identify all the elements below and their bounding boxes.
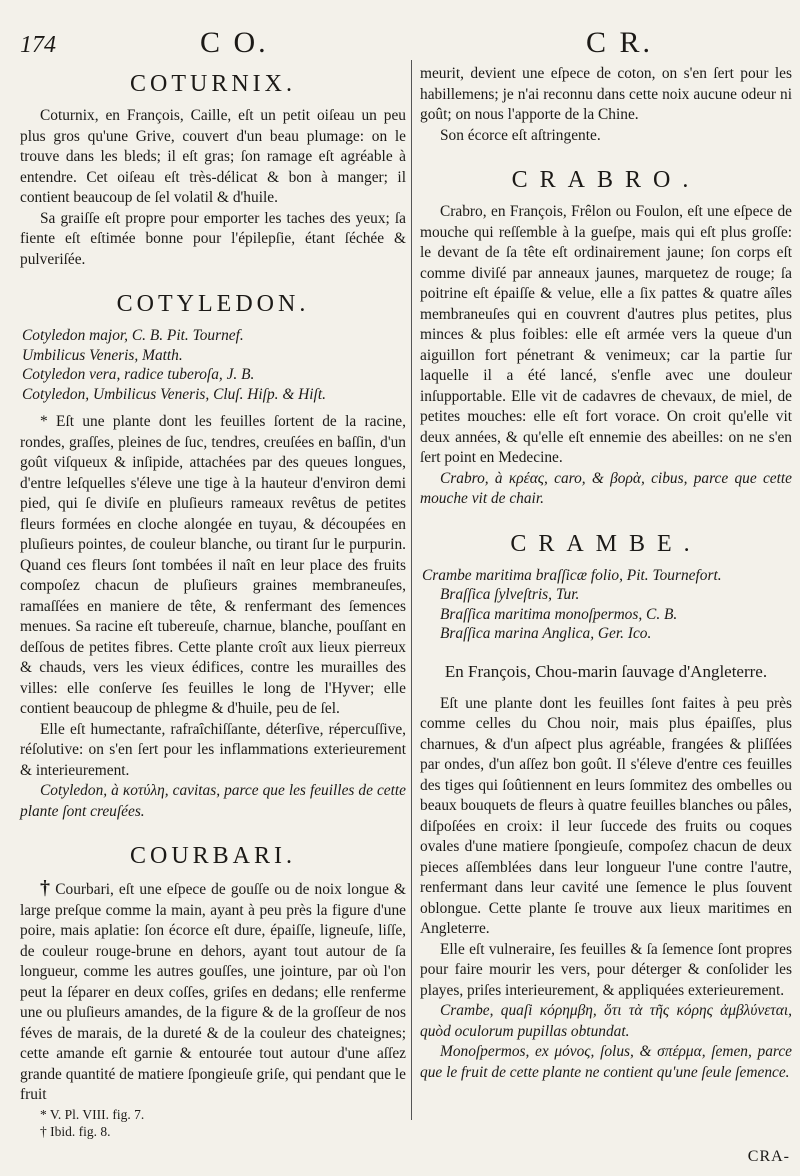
crabro-etymology: Crabro, à κρέας, caro, & βορὰ, cibus, parce que cette mouche vit de chair.: [420, 469, 792, 507]
entry-title-courbari: COURBARI.: [129, 843, 297, 869]
cotyledon-etymology: Cotyledon, à κοτύλη, cavitas, parce que les feuilles de cette plante ſont creuſées.: [20, 782, 406, 820]
crambe-description: Eſt une plante dont les feuilles ſont faites à peu près comme celles du Chou noir, mais plus épaiſſes, plus charnues, & d'un aſpect plus agréable, frangées & pliſſées par ondes, d'un aſſez bon goût. Il s'éleve d'entre ces feuilles des tiges qui ſoûtiennent en leurs ſommitez des ombelles ou beaux bouquets de fleurs à quatre feuilles blanches ou pâles, diſpoſées en croix: il leur ſuccede des fruits ou coques ovales d'une matiere ſpongieuſe, compoſez chacun de deux pieces aſſemblées dans leur longueur l'une contre l'autre, renfermant dans leur cavité une ſemence le plus ſouvent oblongue. Cette plante ſe trouve aux lieux maritimes en Angleterre.: [420, 694, 792, 937]
crambe-synonym: Braſſica maritima monoſpermos, C. B.: [440, 605, 678, 623]
catchword: CRA-: [747, 1148, 790, 1165]
right-column: [420, 64, 792, 1083]
crambe-synonym: Crambe maritima braſſicæ folio, Pit. Tournefort.: [422, 566, 722, 584]
courbari-text: Courbari, eſt une eſpece de gouſſe ou de noix longue & large preſque comme la main, ayant à peu près la figure d'une poire, mais aplatie: ſon écorce eſt dure, épaiſſe, ligneuſe, liſſe, de couleur rouge-brune en dehors, ayant tout autour de ſa longueur, comme les autres gouſſes, une jointure, par où l'on peut la ſéparer en deux coſſes, griſes en dedans; elle renferme une ou pluſieurs amandes, de la figure & de la groſſeur de nos féves de marais, de la dureté & de la couleur des chateignes; cette amande eſt garnie & entourée tout autour d'une aſſez grande quantité de matiere ſpongieuſe griſe, qui pendant que le fruit: [20, 881, 406, 1103]
entry-title-crambe: CRAMBE.: [510, 530, 702, 557]
left-column: [20, 64, 406, 1106]
crambe-french-name: En François, Chou-marin ſauvage d'Angleterre.: [444, 661, 768, 681]
crambe-etymology: Crambe, quaſi κόρημβη, ὅτι τὰ τῆς κόρης ἀμβλύνεται, quòd oculorum pupillas obtundat.: [420, 1002, 792, 1040]
entry-title-coturnix: COTURNIX.: [130, 71, 296, 97]
footnote: * V. Pl. VIII. fig. 7.: [40, 1107, 145, 1122]
courbari-bark: Son écorce eſt aſtringente.: [440, 126, 601, 144]
running-head-right: C R.: [586, 26, 654, 59]
footnotes: [40, 1106, 144, 1140]
cotyledon-description: * Eſt une plante dont les feuilles ſortent de la racine, rondes, graſſes, pleines de ſuc, tendres, creuſées en baſſin, d'un goût viſqueux & inſipide, attachées par des queues longues, d'entre leſquelles s'éleve une tige à la hauteur d'environ demi pied, qui ſe diviſe en pluſieurs rameaux revêtus de petites fleurs formées en cloche alongée en tuyau, & découpées en pluſieurs pointes, de couleur blanche, ou tirant ſur le purpurin. Quand ces fleurs ſont tombées il naît en leur place des fruits compoſez chacun de pluſieurs graines membraneuſes, ramaſſées en maniere de tête, & renfermant des ſemences menues. Sa racine eſt tubereuſe, charnue, blanche, pouſſant en deſſous de petites fibres. Cette plante croît aux lieux pierreux & chauds, vers les vieux édifices, contre les murailles des villes: elle conſerve ſes feuilles le long de l'Hyver; elle contient beaucoup de phlegme & d'huile, peu de ſel.: [20, 413, 406, 717]
cotyledon-synonym: Cotyledon vera, radice tuberoſa, J. B.: [22, 366, 255, 383]
page-number: 174: [20, 32, 56, 58]
courbari-continuation: meurit, devient une eſpece de coton, on s'en ſert pour les habillemens; je n'ai reconnu dans cette noix aucune odeur ni goût; on nous l'apporte de la Chine.: [420, 65, 792, 123]
coturnix-description: Coturnix, en François, Caille, eſt un petit oiſeau un peu plus gros qu'une Grive, couvert d'un beau plumage: on le trouve dans les bleds; il eſt gras; ſon ramage eſt agréable à entendre. Cet oiſeau eſt très-délicat & bon à manger; il contient beaucoup de ſel volatil & d'huile.: [20, 107, 406, 206]
column-divider: [411, 60, 412, 1120]
entry-title-cotyledon: COTYLEDON.: [116, 291, 310, 317]
coturnix-uses: Sa graiſſe eſt propre pour emporter les taches des yeux; ſa fiente eſt eſtimée bonne pour l'épilepſie, étant ſéchée & pulveriſée.: [20, 209, 406, 268]
cotyledon-synonym: Cotyledon major, C. B. Pit. Tournef.: [22, 327, 244, 344]
footnote: † Ibid. fig. 8.: [40, 1124, 111, 1139]
crambe-virtues: Elle eſt vulneraire, ſes feuilles & ſa ſemence ſont propres pour faire mourir les vers, pour déterger & conſolider les playes, priſes interieurement, & appliquées exterieurement.: [420, 940, 792, 999]
crambe-synonym: Braſſica ſylveſtris, Tur.: [440, 586, 580, 603]
cotyledon-synonym: Cotyledon, Umbilicus Veneris, Cluſ. Hiſp. & Hiſt.: [22, 385, 326, 403]
running-head: [0, 26, 800, 60]
cotyledon-synonym: Umbilicus Veneris, Matth.: [22, 346, 183, 364]
courbari-description: [20, 878, 406, 1106]
running-head-left: C O.: [200, 26, 269, 59]
cotyledon-virtues: Elle eſt humectante, rafraîchiſſante, déterſive, répercuſſive, réſolutive: on s'en ſert pour les inflammations exterieurement & interieurement.: [20, 720, 406, 779]
crambe-synonym: Braſſica marina Anglica, Ger. Ico.: [440, 625, 652, 642]
dagger-mark: †: [40, 877, 52, 899]
monospermos-etymology: Monoſpermos, ex μόνος, ſolus, & σπέρμα, ſemen, parce que le fruit de cette plante ne contient qu'une ſeule ſemence.: [420, 1043, 792, 1081]
crabro-description: Crabro, en François, Frêlon ou Foulon, eſt une eſpece de mouche qui reſſemble à la gueſpe, mais qui eſt plus groſſe: le devant de ſa tête eſt ordinairement jaune; ſon corps eſt comme diviſé par anneaux jaunes, marquetez de rouge; ſa poitrine eſt épaiſſe & velue, elle a ſix pattes & quatre aîles membraneuſes qui en couvrent d'autres plus petites, plus minces & plus foibles: elle eſt armée vers la queue d'un aiguillon fort pénetrant & venimeux; car la partie ſur laquelle il a été lancé, s'enfle avec une douleur inſupportable. Elle vit de cadavres de chevaux, de miel, de petites mouches: elle eſt fort vorace. On croit qu'elle vit deux années, & qu'elle eſt ennemie des abeilles: on ne s'en ſert point en Medecine.: [420, 203, 792, 466]
entry-title-crabro: CRABRO.: [511, 167, 701, 193]
